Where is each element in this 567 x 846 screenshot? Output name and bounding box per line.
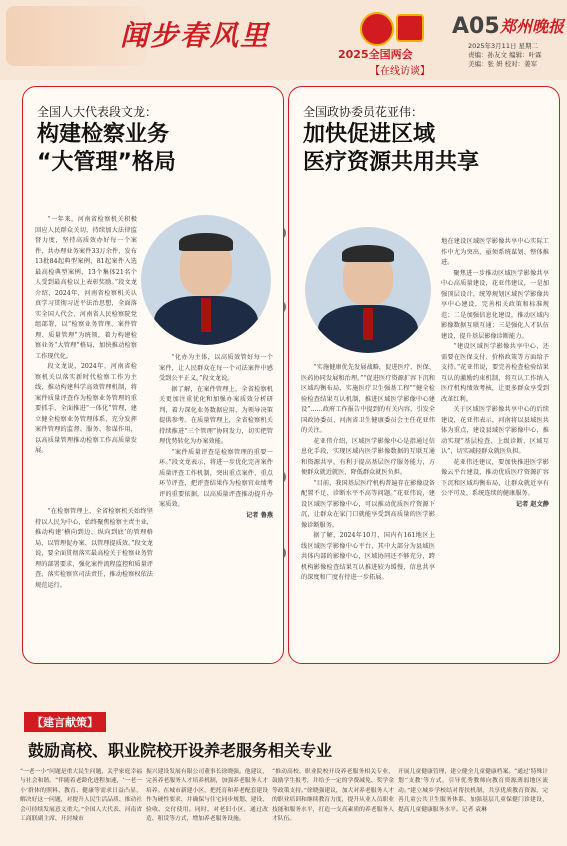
headline-line: 构建检察业务: [37, 122, 170, 147]
paragraph: “一年来，河南省检察机关积极回应人民群众关切，持续加大法律监督力度，坚持高质效办好每一个案件，共办理业务案件33万余件，发布13批84起典型案例，81起案件入选最高检典型案例，13个集体21名个人受到最高检以上表彰奖励。”段文龙介绍，2024年，河南省检察机关认真学习贯彻习近平法治思想，全面落实全国人代会、河南省人民检察院党组部署，以“检察业务管理、案件管理、质量管理”为统领，着力构建检察业务“大管理”格局，加快推动检察工作现代化。: [35, 216, 137, 360]
paragraph: 花亚伟介绍，区域医学影像中心是指通过信息化手段，实现区域内医学影像数据的互联互通和资源共享，有利于提高基层医疗服务能力，方便群众就近就医，降低群众就医负担。: [301, 437, 435, 476]
bottom-body-col2: 振兴建设发展有限公司董事长徐晓强。他建议，完善养老服务人才培养机制，加强养老服务人才培养。在城市新建小区，把托育和养老配套建设作为硬性要求，并确保与住宅同步规划、建设、验收、交付使用。同时，对老旧小区，通过改造、租赁等方式，增加养老服务设施。: [146, 769, 268, 823]
article-body-col2: [441, 237, 549, 657]
headline-line: 医疗资源共用共享: [303, 150, 480, 175]
headline-line: “大管理”格局: [37, 150, 176, 175]
article-right: [288, 86, 560, 664]
national-emblem-icon: [360, 12, 394, 46]
bottom-body-col4: 开展儿童健康管理，建立健全儿童健康档案。“通过‘特殊计划’‘支教’等方式，引导优秀教师向教育资源薄弱地区流动。”建立城乡学校结对帮扶机制，共享优质教育资源，完善儿童公共卫生服务体系，加强基层儿童保健门诊建设，提高儿童健康服务水平。记者 袁琳: [398, 769, 548, 813]
proof-line: 美编：张 妍 校对：姜军: [468, 60, 538, 68]
paragraph: “目前，我国基层医疗机构普遍存在影像设备配置不足、诊断水平不高等问题。”花亚伟说，建设区域医学影像中心，可以推动优质医疗资源下沉，让群众在家门口就能享受到高质量的医学影像诊断服务。: [301, 479, 435, 529]
page-meta: [468, 42, 542, 69]
portrait-photo: [141, 215, 271, 345]
article-body-col1: [35, 215, 137, 505]
headline-line: 加快促进区域: [303, 122, 436, 147]
article-body-col2: [159, 353, 273, 657]
article-body-col1: [301, 363, 435, 657]
paragraph: 聚焦进一步推动区域医学影像共享中心高质量建设，花亚伟建议，一是加强顶层设计，统筹规划区域医学影像共享中心建设，完善相关政策和标准规范；二是加强信息化建设，推动区域内影像数据互联互通；三是强化人才队伍建设，提升基层影像诊断能力。: [441, 269, 549, 340]
paragraph: 花亚伟还建议，要加快推进医学影像云平台建设，推动优质医疗资源扩容下沉和区域均衡布局，让群众就近享有公平可及、系统连续的健康服务。: [441, 458, 549, 497]
paragraph: “在检察管理上，全省检察机关始终坚持以人民为中心，始终聚焦检察主责主业，推动构建‘横向到边、纵向到底’的管理格局，以管理促办案、以管理提质效。”段文龙说，要全面贯彻落实最高检关于检察业务管理的部署要求，强化案件流程监控和质量评查，落实检察官司法责任，推动检察权依法规范运行。: [35, 508, 153, 589]
page-header: [0, 0, 567, 80]
article-left: [22, 86, 284, 664]
column-label: 【在线访谈】: [370, 66, 430, 77]
portrait-photo: [305, 227, 431, 353]
bottom-body-col1: “一老一小”问题是重大民生问题，关乎家庭幸福与社会和谐。“伴随着老龄化进程加速，‘一老一小’群体的照料、教育、健康等需求日益凸显，解决好这一问题，对提升人民生活品质、推动社会可持续发展意义重大。”全国人大代表、河南省工商联副主席、开封城市: [20, 769, 142, 823]
column-masthead: 闻步春风里: [120, 19, 271, 52]
section-tag: 【建言献策】: [24, 712, 106, 732]
cppcc-emblem-icon: [396, 14, 424, 42]
article-kicker: 全国人大代表段文龙：: [37, 105, 158, 119]
newspaper-logo: 郑州晚报: [500, 17, 565, 36]
paragraph: 地在建设区域医学影像共享中心实际工作中尤为突出，亟须系统谋划、整体推进。: [441, 238, 549, 266]
article-headline: [37, 121, 176, 177]
paragraph: 关于区域医学影像共享中心的后续建设，花亚伟表示，河南将以县域医共体为重点，建设县域医学影像中心，推动实现“基层检查、上级诊断、区域互认”，切实减轻群众就医负担。: [441, 406, 549, 455]
bottom-headline: 鼓励高校、职业院校开设养老服务相关专业: [28, 741, 333, 760]
byline: 记者 赵文静: [515, 500, 549, 508]
page-number: A05: [452, 14, 500, 39]
event-label: 2025全国两会: [338, 48, 413, 61]
paragraph: “化办为主体，以高质效管好每一个案件，让人民群众在每一个司法案件中感受到公平正义。”段文龙说。: [159, 354, 273, 382]
paragraph: 据了解，2024年10月，国内有161地区上线区域医学影像中心平台，其中大部分为县域医共体内部的影像中心，区域协同还不够充分，跨机构影像检查结果互认推进较为缓慢，信息共享的深度和广度有待进一步拓展。: [301, 532, 435, 581]
paragraph: “建设区域医学影像共享中心，还需要在医保支付、价格政策等方面给予支持。”花亚伟说，要完善检查检验结果互认的激励约束机制，将互认工作纳入医疗机构绩效考核，让更多群众享受到改革红利。: [441, 343, 549, 403]
editor-line: 责编：孙友文 编辑：叶霖: [468, 51, 542, 59]
article-headline: [303, 121, 479, 177]
paragraph: “案件质量评查是检察管理的重要一环。”段文龙表示，将进一步优化完善案件质量评查工作机制，突出重点案件、重点环节评查，把评查结果作为检察官业绩考评的重要依据，以高质量评查推动提升办案质效。: [159, 448, 273, 508]
date-line: 2025年3月11日 星期二: [468, 42, 539, 50]
bottom-body-col3: “推动高校、职业院校开设养老服务相关专业，鼓励学生报考，并给予一定的学费减免、奖学金等政策支持。”徐晓强建议，加大对养老服务人才的职业培训和继续教育力度，提升从业人员职业技能和服务水平，打造一支高素质的养老服务人才队伍。: [272, 769, 394, 823]
article-kicker: 全国政协委员花亚伟：: [303, 105, 424, 119]
paragraph: 据了解，在案件管理上，全省检察机关更加注重优化和加强办案质效分析研判，着力深化业务数据应用，为领导决策提供参考。在质量管理上，全省检察机关持续推进“三个管理”协同发力，切实把管理优势转化为办案效能。: [159, 385, 273, 445]
article-body-col1b: [35, 507, 153, 657]
paragraph: 段文龙说，2024年，河南省检察机关以落实新时代检察工作为主线，推动构建科学高效管理机制，将案件质量评查作为检察业务管理的重要抓手，全面推进“一体化”管理，建立健全检察业务管理体系，充分发挥案件管理的监督、服务、参谋作用，以高质量管理推动检察工作高质量发展。: [35, 363, 137, 454]
paragraph: “实施健康优先发展战略，促进医疗、医保、医药协同发展和治理。”“促进医疗资源扩容下沉和区域均衡布局，实施医疗卫生强基工程”“健全检验检查结果互认机制，推进区域医学影像中心建设”……政府工作报告中提到的有关内容，引发全国政协委员、河南省卫生健康委员会主任花亚伟的关注。: [301, 364, 435, 434]
byline: 记者 鲁燕: [246, 511, 273, 519]
